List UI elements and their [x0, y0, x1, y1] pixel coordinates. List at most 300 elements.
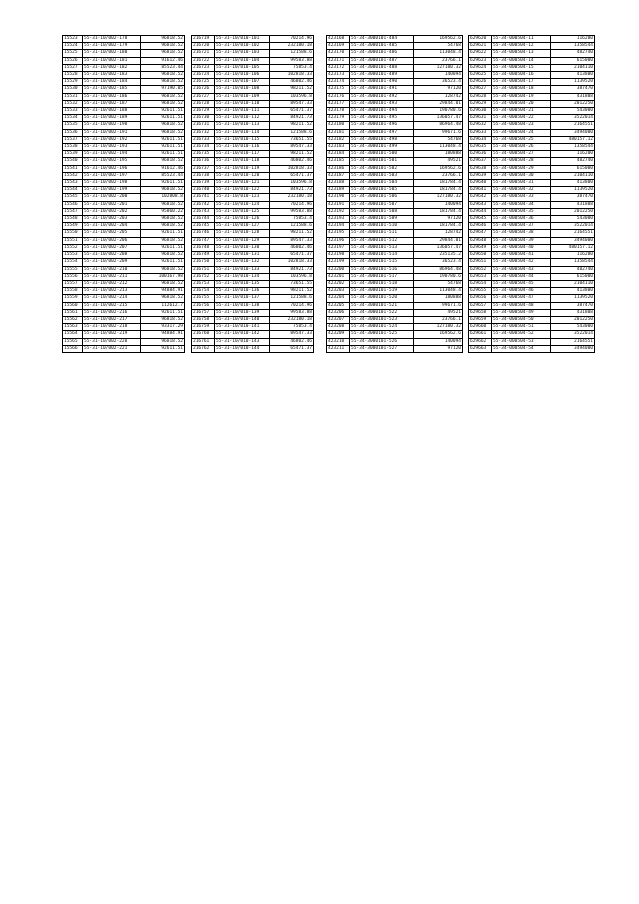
- record-number-cell: 216720: [192, 43, 215, 50]
- amount-cell: 413800: [551, 288, 595, 295]
- record-number-cell: 216736: [192, 158, 215, 165]
- cadastral-number-cell: 55-34-3000101-493: [350, 100, 414, 107]
- cadastral-number-cell: 55-31-10/002-205: [83, 230, 141, 237]
- cadastral-number-cell: 55-34-000504-49: [492, 309, 551, 316]
- table-row: [469, 172, 595, 179]
- table-row: [192, 201, 314, 208]
- amount-cell: 102808.8: [141, 194, 185, 201]
- cadastral-number-cell: 55-31-10/002-204: [83, 223, 141, 230]
- table-row: [327, 237, 463, 244]
- cadastral-number-cell: 55-31-10/002-209: [83, 259, 141, 266]
- cadastral-number-cell: 55-34-000504-34: [492, 201, 551, 208]
- amount-cell: 92611.51: [141, 230, 185, 237]
- table-row: [469, 280, 595, 287]
- amount-cell: 136057.47: [414, 244, 463, 251]
- table-row: [327, 230, 463, 237]
- register-table: [326, 35, 463, 353]
- record-number-cell: 15566: [63, 345, 83, 352]
- record-number-cell: 423197: [327, 244, 350, 251]
- record-number-cell: 216751: [192, 266, 215, 273]
- amount-cell: 65471.37: [270, 252, 314, 259]
- record-number-cell: 216721: [192, 50, 215, 57]
- cadastral-number-cell: 55-31-10/010-119: [215, 165, 270, 172]
- record-number-cell: 629645: [469, 216, 492, 223]
- cadastral-number-cell: 55-31-10/002-184: [83, 79, 141, 86]
- record-number-cell: 629640: [469, 180, 492, 187]
- cadastral-number-cell: 55-34-3000101-521: [350, 302, 414, 309]
- cadastral-number-cell: 55-31-10/002-189: [83, 115, 141, 122]
- table-row: [192, 64, 314, 71]
- amount-cell: 190780.6: [414, 273, 463, 280]
- cadastral-number-cell: 55-34-3000101-520: [350, 295, 414, 302]
- record-number-cell: 423196: [327, 237, 350, 244]
- amount-cell: 92611.51: [141, 151, 185, 158]
- table-row: [327, 180, 463, 187]
- record-number-cell: 629622: [469, 50, 492, 57]
- amount-cell: 96818.52: [141, 201, 185, 208]
- cadastral-number-cell: 55-31-10/010-133: [215, 266, 270, 273]
- cadastral-number-cell: 55-31-10/010-131: [215, 252, 270, 259]
- cadastral-number-cell: 55-31-10/002-188: [83, 108, 141, 115]
- amount-cell: 1139520: [551, 187, 595, 194]
- table-row: [469, 259, 595, 266]
- cadastral-number-cell: 55-34-3000101-527: [350, 345, 414, 352]
- record-number-cell: 423168: [327, 36, 350, 43]
- record-number-cell: 629658: [469, 309, 492, 316]
- amount-cell: 413800: [551, 72, 595, 79]
- cadastral-number-cell: 55-31-10/002-218: [83, 324, 141, 331]
- record-number-cell: 216758: [192, 316, 215, 323]
- cadastral-number-cell: 55-34-3000101-506: [350, 194, 414, 201]
- cadastral-number-cell: 55-31-10/002-220: [83, 338, 141, 345]
- cadastral-number-cell: 55-34-3000101-495: [350, 115, 414, 122]
- table-row: [327, 302, 463, 309]
- amount-cell: 75853.4: [270, 216, 314, 223]
- amount-cell: 128742: [414, 93, 463, 100]
- record-number-cell: 15537: [63, 136, 83, 143]
- table-row: [327, 43, 463, 50]
- amount-cell: 95860.22: [141, 208, 185, 215]
- amount-cell: 89547.33: [270, 237, 314, 244]
- record-number-cell: 216733: [192, 136, 215, 143]
- record-number-cell: 629638: [469, 165, 492, 172]
- cadastral-number-cell: 55-34-3000101-486: [350, 50, 414, 57]
- table-row: [327, 223, 463, 230]
- record-number-cell: 15559: [63, 295, 83, 302]
- amount-cell: 98211.52: [270, 230, 314, 237]
- record-number-cell: 423205: [327, 302, 350, 309]
- amount-cell: 96818.52: [141, 280, 185, 287]
- amount-cell: 29844.01: [414, 237, 463, 244]
- cadastral-number-cell: 55-34-000504-45: [492, 280, 551, 287]
- cadastral-number-cell: 55-31-10/002-203: [83, 216, 141, 223]
- amount-cell: 482740: [551, 266, 595, 273]
- amount-cell: 169562.6: [414, 36, 463, 43]
- record-number-cell: 629626: [469, 79, 492, 86]
- cadastral-number-cell: 55-34-000504-29: [492, 165, 551, 172]
- amount-cell: 431808: [551, 93, 595, 100]
- cadastral-number-cell: 55-31-10/002-198: [83, 180, 141, 187]
- cadastral-number-cell: 55-31-10/010-136: [215, 288, 270, 295]
- cadastral-number-cell: 55-31-10/002-197: [83, 172, 141, 179]
- record-number-cell: 423177: [327, 100, 350, 107]
- record-number-cell: 423206: [327, 309, 350, 316]
- cadastral-number-cell: 55-31-10/010-130: [215, 244, 270, 251]
- cadastral-number-cell: 55-34-3000101-490: [350, 79, 414, 86]
- record-number-cell: 216761: [192, 338, 215, 345]
- table-row: [63, 165, 185, 172]
- table-row: [469, 331, 595, 338]
- amount-cell: 2012250: [551, 316, 595, 323]
- record-number-cell: 15535: [63, 122, 83, 129]
- cadastral-number-cell: 55-34-000504-11: [492, 36, 551, 43]
- table-row: [63, 295, 185, 302]
- table-row: [63, 108, 185, 115]
- table-row: [327, 309, 463, 316]
- record-number-cell: 629657: [469, 302, 492, 309]
- table-row: [63, 115, 185, 122]
- amount-cell: 116200: [551, 151, 595, 158]
- record-number-cell: 629630: [469, 108, 492, 115]
- cadastral-number-cell: 55-34-000504-47: [492, 295, 551, 302]
- amount-cell: 85523.44: [141, 172, 185, 179]
- cadastral-number-cell: 55-34-3000101-487: [350, 57, 414, 64]
- table-row: [469, 273, 595, 280]
- table-row: [327, 158, 463, 165]
- cadastral-number-cell: 55-34-000504-26: [492, 144, 551, 151]
- register-table: [62, 35, 185, 353]
- record-number-cell: 216727: [192, 93, 215, 100]
- amount-cell: 116200: [551, 36, 595, 43]
- table-row: [192, 129, 314, 136]
- table-row: [63, 187, 185, 194]
- cadastral-number-cell: 55-31-10/010-120: [215, 172, 270, 179]
- amount-cell: 85523.44: [141, 64, 185, 71]
- cadastral-number-cell: 55-31-10/010-129: [215, 237, 270, 244]
- amount-cell: 480157.12: [551, 136, 595, 143]
- amount-cell: 29844.01: [414, 100, 463, 107]
- cadastral-number-cell: 55-31-10/002-202: [83, 208, 141, 215]
- cadastral-number-cell: 55-34-3000101-502: [350, 165, 414, 172]
- table-row: [327, 345, 463, 352]
- table-row: [469, 237, 595, 244]
- table-row: [469, 86, 595, 93]
- table-row: [327, 165, 463, 172]
- amount-cell: 96818.52: [141, 216, 185, 223]
- record-number-cell: 423181: [327, 129, 350, 136]
- record-number-cell: 423200: [327, 266, 350, 273]
- amount-cell: 91612.46: [141, 57, 185, 64]
- cadastral-number-cell: 55-34-000504-22: [492, 115, 551, 122]
- register-table-body: [63, 36, 185, 353]
- amount-cell: 181784.4: [414, 187, 463, 194]
- amount-cell: 140094: [414, 72, 463, 79]
- record-number-cell: 423195: [327, 230, 350, 237]
- cadastral-number-cell: 55-34-000504-37: [492, 223, 551, 230]
- cadastral-number-cell: 55-34-3000101-491: [350, 86, 414, 93]
- cadastral-number-cell: 55-34-3000101-515: [350, 259, 414, 266]
- cadastral-number-cell: 55-31-10/010-103: [215, 50, 270, 57]
- amount-cell: 181784.4: [414, 208, 463, 215]
- record-number-cell: 216762: [192, 345, 215, 352]
- amount-cell: 181784.4: [414, 223, 463, 230]
- table-row: [192, 43, 314, 50]
- table-row: [192, 223, 314, 230]
- table-row: [63, 230, 185, 237]
- amount-cell: 113048.4: [414, 144, 463, 151]
- cadastral-number-cell: 55-34-3000101-484: [350, 36, 414, 43]
- record-number-cell: 629628: [469, 93, 492, 100]
- cadastral-number-cell: 55-34-000504-48: [492, 302, 551, 309]
- cadastral-number-cell: 55-31-10/010-112: [215, 115, 270, 122]
- amount-cell: 89547.33: [270, 144, 314, 151]
- table-row: [469, 244, 595, 251]
- table-row: [327, 108, 463, 115]
- cadastral-number-cell: 55-34-3000101-513: [350, 244, 414, 251]
- table-row: [63, 79, 185, 86]
- record-number-cell: 216742: [192, 201, 215, 208]
- table-row: [63, 158, 185, 165]
- amount-cell: 121588.6: [270, 129, 314, 136]
- table-row: [469, 151, 595, 158]
- amount-cell: 96818.52: [141, 252, 185, 259]
- amount-cell: 96818.52: [141, 36, 185, 43]
- cadastral-number-cell: 55-31-10/002-186: [83, 93, 141, 100]
- table-row: [469, 129, 595, 136]
- record-number-cell: 15557: [63, 280, 83, 287]
- amount-cell: 92611.51: [141, 259, 185, 266]
- amount-cell: 75853.4: [270, 324, 314, 331]
- table-row: [192, 295, 314, 302]
- record-number-cell: 423187: [327, 172, 350, 179]
- amount-cell: 127180.32: [414, 64, 463, 71]
- amount-cell: 2104110: [551, 280, 595, 287]
- table-row: [327, 273, 463, 280]
- amount-cell: 96818.52: [141, 100, 185, 107]
- amount-cell: 3494000: [551, 345, 595, 352]
- table-row: [192, 259, 314, 266]
- record-number-cell: 15524: [63, 43, 83, 50]
- table-row: [63, 201, 185, 208]
- amount-cell: 89547.33: [270, 100, 314, 107]
- cadastral-number-cell: 55-34-000504-50: [492, 316, 551, 323]
- record-number-cell: 423180: [327, 122, 350, 129]
- table-row: [327, 244, 463, 251]
- table-row: [192, 151, 314, 158]
- table-row: [192, 180, 314, 187]
- table-row: [63, 36, 185, 43]
- record-number-cell: 629641: [469, 187, 492, 194]
- amount-cell: 1139520: [551, 295, 595, 302]
- table-row: [63, 237, 185, 244]
- record-number-cell: 423193: [327, 216, 350, 223]
- amount-cell: 169562.6: [414, 331, 463, 338]
- table-row: [469, 79, 595, 86]
- table-row: [192, 50, 314, 57]
- amount-cell: 73651.55: [270, 280, 314, 287]
- record-number-cell: 629655: [469, 288, 492, 295]
- record-number-cell: 423192: [327, 208, 350, 215]
- cadastral-number-cell: 55-31-10/002-214: [83, 295, 141, 302]
- cadastral-number-cell: 55-31-10/010-124: [215, 201, 270, 208]
- cadastral-number-cell: 55-34-000504-19: [492, 93, 551, 100]
- table-row: [469, 223, 595, 230]
- cadastral-number-cell: 55-31-10/010-125: [215, 208, 270, 215]
- amount-cell: 3494000: [551, 129, 595, 136]
- amount-cell: 615000: [551, 57, 595, 64]
- record-number-cell: 423184: [327, 151, 350, 158]
- table-row: [63, 50, 185, 57]
- record-number-cell: 216749: [192, 252, 215, 259]
- cadastral-number-cell: 55-34-000504-32: [492, 187, 551, 194]
- cadastral-number-cell: 55-31-10/010-111: [215, 108, 270, 115]
- amount-cell: 65471.37: [270, 108, 314, 115]
- record-number-cell: 15526: [63, 57, 83, 64]
- cadastral-number-cell: 55-34-000504-25: [492, 136, 551, 143]
- table-row: [192, 144, 314, 151]
- table-row: [192, 230, 314, 237]
- record-number-cell: 216732: [192, 129, 215, 136]
- table-row: [63, 93, 185, 100]
- record-number-cell: 216756: [192, 302, 215, 309]
- table-row: [327, 136, 463, 143]
- table-row: [327, 324, 463, 331]
- cadastral-number-cell: 55-31-10/002-183: [83, 72, 141, 79]
- cadastral-number-cell: 55-34-000504-14: [492, 57, 551, 64]
- amount-cell: 543000: [551, 108, 595, 115]
- amount-cell: 112612.7: [141, 302, 185, 309]
- cadastral-number-cell: 55-31-10/002-185: [83, 86, 141, 93]
- record-number-cell: 629621: [469, 43, 492, 50]
- table-row: [469, 122, 595, 129]
- cadastral-number-cell: 55-31-10/002-196: [83, 165, 141, 172]
- record-number-cell: 216731: [192, 122, 215, 129]
- record-number-cell: 15558: [63, 288, 83, 295]
- record-number-cell: 629633: [469, 129, 492, 136]
- amount-cell: 23766.1: [414, 316, 463, 323]
- record-number-cell: 423188: [327, 180, 350, 187]
- cadastral-number-cell: 55-34-3000101-497: [350, 129, 414, 136]
- amount-cell: 102818.33: [270, 72, 314, 79]
- record-number-cell: 629663: [469, 345, 492, 352]
- table-row: [63, 57, 185, 64]
- cadastral-number-cell: 55-34-000504-38: [492, 230, 551, 237]
- record-number-cell: 629637: [469, 158, 492, 165]
- amount-cell: 2104110: [551, 64, 595, 71]
- record-number-cell: 629649: [469, 244, 492, 251]
- record-number-cell: 15563: [63, 324, 83, 331]
- amount-cell: 113048.4: [414, 288, 463, 295]
- table-row: [192, 345, 314, 352]
- record-number-cell: 15548: [63, 216, 83, 223]
- amount-cell: 480157.12: [551, 244, 595, 251]
- amount-cell: 121588.6: [270, 50, 314, 57]
- record-number-cell: 629653: [469, 273, 492, 280]
- table-row: [469, 288, 595, 295]
- amount-cell: 96818.52: [141, 50, 185, 57]
- cadastral-number-cell: 55-34-000504-33: [492, 194, 551, 201]
- table-row: [327, 115, 463, 122]
- amount-cell: 92611.51: [141, 144, 185, 151]
- table-row: [63, 180, 185, 187]
- cadastral-number-cell: 55-31-10/010-102: [215, 43, 270, 50]
- amount-cell: 431808: [551, 309, 595, 316]
- cadastral-number-cell: 55-34-000504-27: [492, 151, 551, 158]
- cadastral-number-cell: 55-31-10/010-101: [215, 36, 270, 43]
- cadastral-number-cell: 55-34-000504-15: [492, 64, 551, 71]
- record-number-cell: 629625: [469, 72, 492, 79]
- amount-cell: 49521: [414, 309, 463, 316]
- table-row: [63, 309, 185, 316]
- cadastral-number-cell: 55-34-3000101-498: [350, 136, 414, 143]
- record-number-cell: 629642: [469, 194, 492, 201]
- record-number-cell: 216738: [192, 172, 215, 179]
- table-row: [63, 288, 185, 295]
- table-row: [63, 316, 185, 323]
- cadastral-number-cell: 55-31-10/002-211: [83, 273, 141, 280]
- record-number-cell: 423171: [327, 57, 350, 64]
- record-number-cell: 216745: [192, 223, 215, 230]
- record-number-cell: 629632: [469, 122, 492, 129]
- cadastral-number-cell: 55-31-10/002-219: [83, 331, 141, 338]
- table-row: [327, 187, 463, 194]
- table-row: [192, 86, 314, 93]
- record-number-cell: 216746: [192, 230, 215, 237]
- amount-cell: 543000: [551, 324, 595, 331]
- record-number-cell: 629648: [469, 237, 492, 244]
- cadastral-number-cell: 55-31-10/002-194: [83, 151, 141, 158]
- record-number-cell: 216734: [192, 144, 215, 151]
- record-number-cell: 423211: [327, 345, 350, 352]
- table-row: [63, 259, 185, 266]
- amount-cell: 121588.6: [270, 223, 314, 230]
- table-row: [192, 252, 314, 259]
- table-row: [192, 79, 314, 86]
- table-row: [63, 252, 185, 259]
- cadastral-number-cell: 55-34-3000101-485: [350, 43, 414, 50]
- cadastral-number-cell: 55-34-3000101-501: [350, 158, 414, 165]
- cadastral-number-cell: 55-34-3000101-505: [350, 187, 414, 194]
- cadastral-number-cell: 55-31-10/010-128: [215, 230, 270, 237]
- amount-cell: 46802.46: [270, 158, 314, 165]
- record-number-cell: 216740: [192, 187, 215, 194]
- amount-cell: 89547.33: [270, 331, 314, 338]
- cadastral-number-cell: 55-34-3000101-500: [350, 151, 414, 158]
- amount-cell: 387470: [551, 302, 595, 309]
- cadastral-number-cell: 55-34-000504-16: [492, 72, 551, 79]
- amount-cell: 46802.46: [270, 338, 314, 345]
- table-row: [327, 331, 463, 338]
- cadastral-number-cell: 55-31-10/002-190: [83, 122, 141, 129]
- amount-cell: 413800: [551, 180, 595, 187]
- cadastral-number-cell: 55-31-10/002-180: [83, 50, 141, 57]
- table-row: [327, 86, 463, 93]
- table-row: [327, 100, 463, 107]
- amount-cell: 102818.33: [270, 165, 314, 172]
- table-row: [469, 115, 595, 122]
- table-row: [469, 180, 595, 187]
- record-number-cell: 15539: [63, 151, 83, 158]
- table-row: [63, 208, 185, 215]
- record-number-cell: 216741: [192, 194, 215, 201]
- amount-cell: 93317.29: [141, 324, 185, 331]
- record-number-cell: 15532: [63, 100, 83, 107]
- amount-cell: 36523.4: [414, 79, 463, 86]
- table-row: [327, 295, 463, 302]
- table-row: [192, 36, 314, 43]
- record-number-cell: 423202: [327, 280, 350, 287]
- cadastral-number-cell: 55-31-10/002-181: [83, 57, 141, 64]
